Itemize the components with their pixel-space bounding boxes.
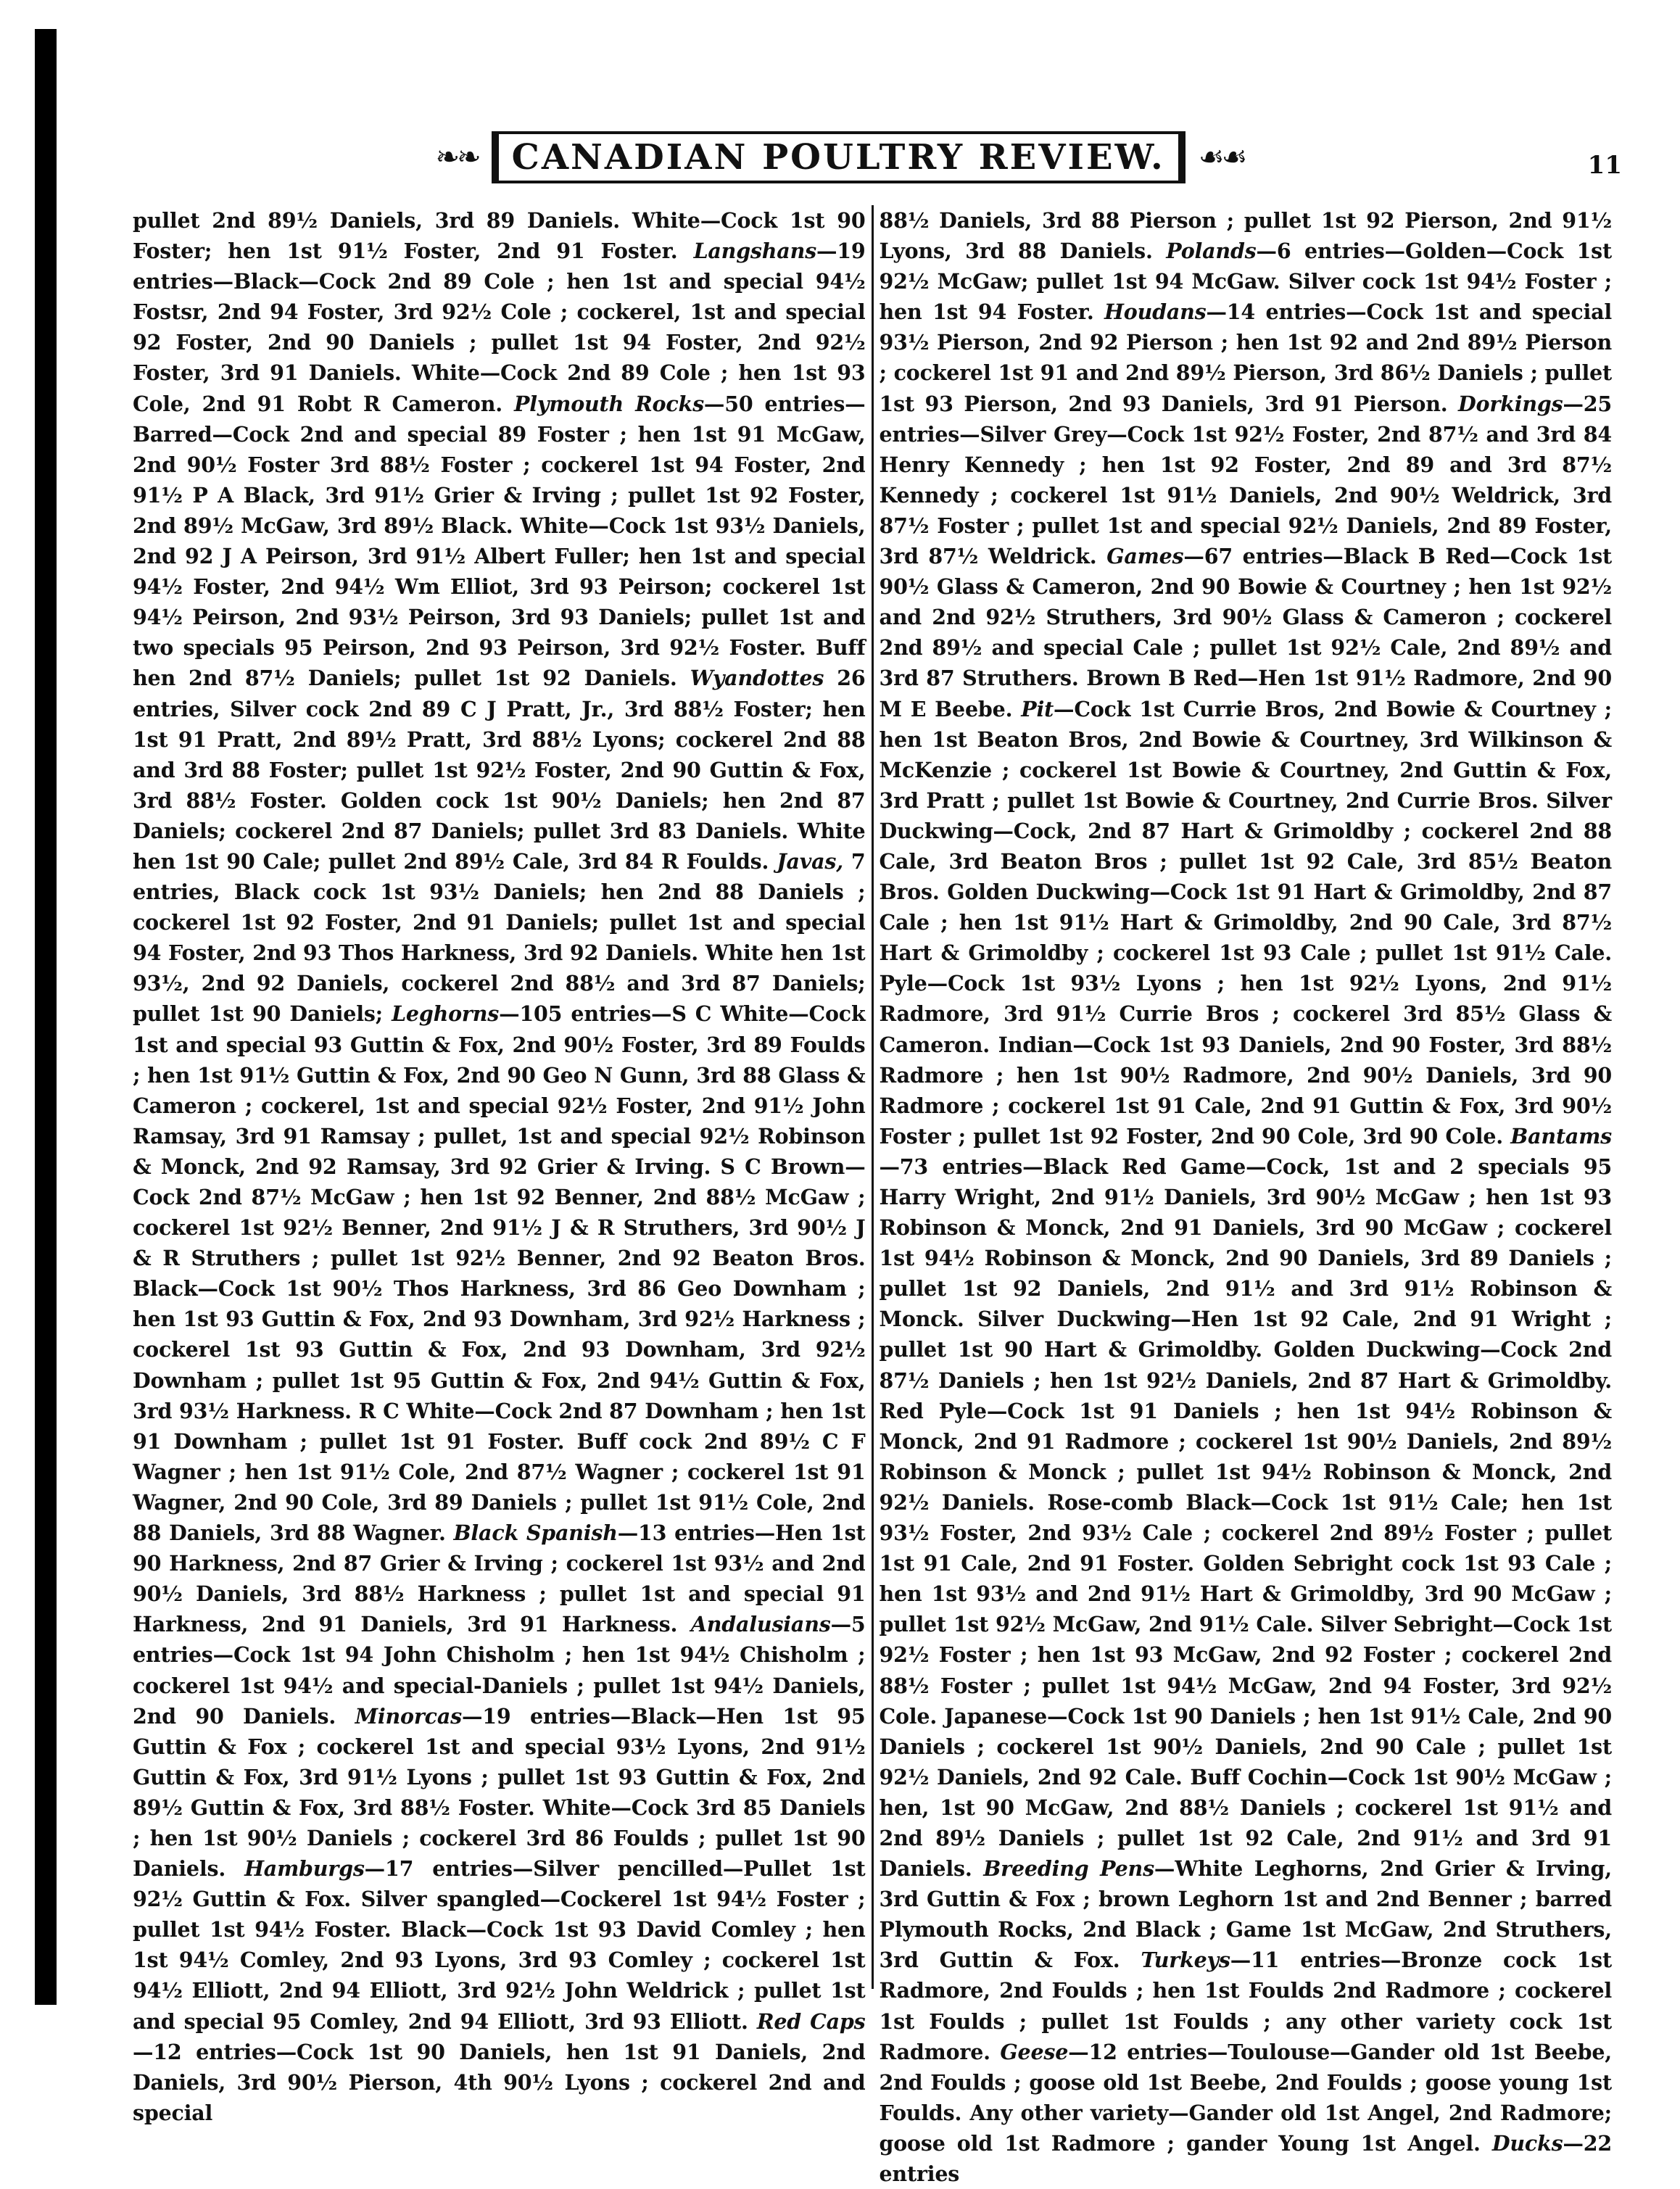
body-text: —67 entries—Black B Red—Cock 1st 90½ Glass & Cameron, 2nd 90 Bowie & Courtney ; hen 1st 92½ and 2nd 92½ Struthers, 3rd 90½ Glass & Cameron ; cockerel 2nd 89½ and special Cale ; pullet 1st 92½ Cale, 2nd 89½ and 3rd 87 Struthers. Brown B Red—Hen 1st 91½ Radmore, 2nd 90 M E Beebe. — [879, 544, 1612, 721]
body-text: —22 entries — [879, 2130, 1612, 2186]
body-text: —73 entries—Black Red Game—Cock, 1st and 2 specials 95 Harry Wright, 2nd 91½ Daniels, 3rd 90½ McGaw ; hen 1st 93 Robinson & Monck, 2nd 91 Daniels, 3rd 90 McGaw ; cockerel 1st 94½ Robinson & Monck, 2nd 90 Daniels, 3rd 89 Daniels ; pullet 1st 92 Daniels, 2nd 91½ and 3rd 91½ Robinson & Monck. Silver Duckwing—Hen 1st 92 Cale, 2nd 91 Wright ; pullet 1st 90 Hart & Grimoldby. Golden Duckwing—Cock 2nd 87½ Daniels ; hen 1st 92½ Daniels, 2nd 87 Hart & Grimoldby. Red Pyle—Cock 1st 91 Daniels ; hen 1st 94½ Robinson & Monck, 2nd 91 Radmore ; cockerel 1st 90½ Daniels, 2nd 89½ Robinson & Monck ; pullet 1st 94½ Robinson & Monck, 2nd 92½ Daniels. Rose-comb Black—Cock 1st 91½ Cale; hen 1st 93½ Foster, 2nd 93½ Cale ; cockerel 2nd 89½ Foster ; pullet 1st 91 Cale, 2nd 91 Foster. Golden Sebright cock 1st 93 Cale ; hen 1st 93½ and 2nd 91½ Hart & Grimoldby, 3rd 90 McGaw ; pullet 1st 92½ McGaw, 2nd 91½ Cale. Silver Sebright—Cock 1st 92½ Foster ; hen 1st 93 McGaw, 2nd 92 Foster ; cockerel 2nd 88½ Foster ; pullet 1st 94½ McGaw, 2nd 94 Foster, 3rd 92½ Cole. Japanese—Cock 1st 90 Daniels ; hen 1st 91½ Cale, 2nd 90 Daniels ; cockerel 1st 90½ Daniels, 2nd 90 Cale ; pullet 1st 92½ Daniels, 2nd 92 Cale. Buff Cochin—Cock 1st 90½ McGaw ; hen, 1st 90 McGaw, 2nd 88½ Daniels ; cockerel 1st 91½ and 2nd 89½ Daniels ; pullet 1st 92 Cale, 2nd 91½ and 3rd 91 Daniels. — [879, 1154, 1612, 1882]
body-text: —White Leghorns, 2nd Grier & Irving, 3rd Guttin & Fox ; brown Leghorn 1st and 2nd Benner ; barred Plymouth Rocks, 2nd Black ; Game 1st McGaw, 2nd Struthers, 3rd Guttin & Fox. — [879, 1856, 1612, 1973]
right-column — [879, 205, 1613, 2186]
body-text: 88½ Daniels, 3rd 88 Pierson ; pullet 1st 92 Pierson, 2nd 91½ Lyons, 3rd 88 Daniels. — [879, 208, 1612, 264]
breed-heading: Polands — [1166, 239, 1257, 264]
breed-heading: Andalusians — [690, 1612, 831, 1637]
column-rule — [872, 205, 874, 1989]
breed-heading: Pit — [1021, 696, 1054, 721]
breed-heading: Black Spanish — [453, 1520, 618, 1546]
ornament-left: ❧❧ — [435, 141, 479, 174]
body-text: —6 entries—Golden—Cock 1st 92½ McGaw; pullet 1st 94 McGaw. Silver cock 1st 94½ Foster ; hen 1st 94 Foster. — [879, 239, 1612, 325]
page-title: CANADIAN POULTRY REVIEW. — [492, 131, 1185, 183]
breed-heading: Geese — [1000, 2039, 1069, 2064]
breed-heading: Wyandottes — [690, 666, 824, 691]
body-text: —12 entries—Cock 1st 90 Daniels, hen 1st 91 Daniels, 2nd Daniels, 3rd 90½ Pierson, 4th 90½ Lyons ; cockerel 2nd and special — [133, 2039, 866, 2125]
breed-heading: Plymouth Rocks — [514, 391, 704, 416]
breed-heading: Houdans — [1104, 299, 1207, 325]
article-columns — [133, 205, 1613, 2186]
body-text: —5 entries—Cock 1st 94 John Chisholm ; hen 1st 94½ Chisholm ; cockerel 1st 94½ and special-Daniels ; pullet 1st 94½ Daniels, 2nd 90 Daniels. — [133, 1612, 866, 1729]
breed-heading: Javas, — [777, 848, 843, 874]
breed-heading: Minorcas — [355, 1703, 462, 1729]
breed-heading: Red Caps — [756, 2008, 866, 2034]
breed-heading: Langshans — [693, 239, 816, 264]
breed-heading: Breeding Pens — [983, 1856, 1154, 1882]
scan-edge-bar — [35, 29, 57, 2005]
body-text: —25 entries—Silver Grey—Cock 1st 92½ Foster, 2nd 87½ and 3rd 84 Henry Kennedy ; hen 1st 92 Foster, 2nd 89 and 3rd 87½ Kennedy ; cockerel 1st 91½ Daniels, 2nd 90½ Weldrick, 3rd 87½ Foster ; pullet 1st and special 92½ Daniels, 2nd 89 Foster, 3rd 87½ Weldrick. — [879, 391, 1612, 569]
breed-heading: Leghorns — [392, 1001, 500, 1027]
breed-heading: Games — [1106, 544, 1184, 569]
masthead — [0, 125, 1680, 190]
body-text: —19 entries—Black—Hen 1st 95 Guttin & Fox ; cockerel 1st and special 93½ Lyons, 2nd 91½ Guttin & Fox, 3rd 91½ Lyons ; pullet 1st 93 Guttin & Fox, 2nd 89½ Guttin & Fox, 3rd 88½ Foster. White—Cock 3rd 85 Daniels ; hen 1st 90½ Daniels ; cockerel 3rd 86 Foulds ; pullet 1st 90 Daniels. — [133, 1703, 866, 1882]
body-text: —19 entries—Black—Cock 2nd 89 Cole ; hen 1st and special 94½ Fostsr, 2nd 94 Foster, 3rd 92½ Cole ; cockerel, 1st and special 92 Foster, 2nd 90 Daniels ; pullet 1st 94 Foster, 2nd 92½ Foster, 3rd 91 Daniels. White—Cock 2nd 89 Cole ; hen 1st 93 Cole, 2nd 91 Robt R Cameron. — [133, 239, 866, 416]
body-text: —11 entries—Bronze cock 1st Radmore, 2nd Foulds ; hen 1st Foulds 2nd Radmore ; cockerel 1st Foulds ; pullet 1st Foulds ; any other variety cock 1st Radmore. — [879, 1948, 1612, 2064]
ornament-right: ☙☙ — [1198, 141, 1245, 174]
body-text: —17 entries—Silver pencilled—Pullet 1st 92½ Guttin & Fox. Silver spangled—Cockerel 1st 94½ Foster ; pullet 1st 94½ Foster. Black—Cock 1st 93 David Comley ; hen 1st 94½ Comley, 2nd 93 Lyons, 3rd 93 Comley ; cockerel 1st 94½ Elliott, 2nd 94 Elliott, 3rd 92½ John Weldrick ; pullet 1st and special 95 Comley, 2nd 94 Elliott, 3rd 93 Elliott. — [133, 1856, 866, 2034]
body-text: 26 entries, Silver cock 2nd 89 C J Pratt, Jr., 3rd 88½ Foster; hen 1st 91 Pratt, 2nd 89½ Pratt, 3rd 88½ Lyons; cockerel 2nd 88 and 3rd 88 Foster; pullet 1st 92½ Foster, 2nd 90 Guttin & Fox, 3rd 88½ Foster. Golden cock 1st 90½ Daniels; hen 2nd 87 Daniels; cockerel 2nd 87 Daniels; pullet 3rd 83 Daniels. White hen 1st 90 Cale; pullet 2nd 89½ Cale, 3rd 84 R Foulds. — [133, 666, 866, 874]
body-text: —50 entries—Barred—Cock 2nd and special 89 Foster ; hen 1st 91 McGaw, 2nd 90½ Foster 3rd 88½ Foster ; cockerel 1st 94 Foster, 2nd 91½ P A Black, 3rd 91½ Grier & Irving ; pullet 1st 92 Foster, 2nd 89½ McGaw, 3rd 89½ Black. White—Cock 1st 93½ Daniels, 2nd 92 J A Peirson, 3rd 91½ Albert Fuller; hen 1st and special 94½ Foster, 2nd 94½ Wm Elliot, 3rd 93 Peirson; cockerel 1st 94½ Peirson, 2nd 93½ Peirson, 3rd 93 Daniels; pullet 1st and two specials 95 Peirson, 2nd 93 Peirson, 3rd 92½ Foster. Buff hen 2nd 87½ Daniels; pullet 1st 92 Daniels. — [133, 391, 866, 691]
body-text: —13 entries—Hen 1st 90 Harkness, 2nd 87 Grier & Irving ; cockerel 1st 93½ and 2nd 90½ Daniels, 3rd 88½ Harkness ; pullet 1st and special 91 Harkness, 2nd 91 Daniels, 3rd 91 Harkness. — [133, 1520, 866, 1637]
left-column — [133, 205, 866, 2125]
body-text: —12 entries—Toulouse—Gander old 1st Beebe, 2nd Foulds ; goose old 1st Beebe, 2nd Foulds ; goose young 1st Foulds. Any other variety—Gander old 1st Angel, 2nd Radmore; goose old 1st Radmore ; gander Young 1st Angel. — [879, 2039, 1612, 2156]
body-text: —Cock 1st Currie Bros, 2nd Bowie & Courtney ; hen 1st Beaton Bros, 2nd Bowie & Courtney, 3rd Wilkinson & McKenzie ; cockerel 1st Bowie & Courtney, 2nd Guttin & Fox, 3rd Pratt ; pullet 1st Bowie & Courtney, 2nd Currie Bros. Silver Duckwing—Cock, 2nd 87 Hart & Grimoldby ; cockerel 2nd 88 Cale, 3rd Beaton Bros ; pullet 1st 92 Cale, 3rd 85½ Beaton Bros. Golden Duckwing—Cock 1st 91 Hart & Grimoldby, 2nd 87 Cale ; hen 1st 91½ Hart & Grimoldby, 2nd 90 Cale, 3rd 87½ Hart & Grimoldby ; cockerel 1st 93 Cale ; pullet 1st 91½ Cale. Pyle—Cock 1st 93½ Lyons ; hen 1st 92½ Lyons, 2nd 91½ Radmore, 3rd 91½ Currie Bros ; cockerel 3rd 85½ Glass & Cameron. Indian—Cock 1st 93 Daniels, 2nd 90 Foster, 3rd 88½ Radmore ; hen 1st 90½ Radmore, 2nd 90½ Daniels, 3rd 90 Radmore ; cockerel 1st 91 Cale, 2nd 91 Guttin & Fox, 3rd 90½ Foster ; pullet 1st 92 Foster, 2nd 90 Cole, 3rd 90 Cole. — [879, 696, 1612, 1149]
breed-heading: Hamburgs — [244, 1856, 365, 1882]
breed-heading: Turkeys — [1141, 1948, 1230, 1973]
body-text: —14 entries—Cock 1st and special 93½ Pierson, 2nd 92 Pierson ; hen 1st 92 and 2nd 89½ Pierson ; cockerel 1st 91 and 2nd 89½ Pierson, 3rd 86½ Daniels ; pullet 1st 93 Pierson, 2nd 93 Daniels, 3rd 91 Pierson. — [879, 299, 1613, 416]
page-number: 11 — [1587, 151, 1622, 180]
breed-heading: Bantams — [1510, 1123, 1612, 1149]
breed-heading: Ducks — [1491, 2130, 1563, 2156]
body-text: —105 entries—S C White—Cock 1st and special 93 Guttin & Fox, 2nd 90½ Foster, 3rd 89 Foulds ; hen 1st 91½ Guttin & Fox, 2nd 90 Geo N Gunn, 3rd 88 Glass & Cameron ; cockerel, 1st and special 92½ Foster, 2nd 91½ John Ramsay, 3rd 91 Ramsay ; pullet, 1st and special 92½ Robinson & Monck, 2nd 92 Ramsay, 3rd 92 Grier & Irving. S C Brown—Cock 2nd 87½ McGaw ; hen 1st 92 Benner, 2nd 88½ McGaw ; cockerel 1st 92½ Benner, 2nd 91½ J & R Struthers, 3rd 90½ J & R Struthers ; pullet 1st 92½ Benner, 2nd 92 Beaton Bros. Black—Cock 1st 90½ Thos Harkness, 3rd 86 Geo Downham ; hen 1st 93 Guttin & Fox, 2nd 93 Downham, 3rd 92½ Harkness ; cockerel 1st 93 Guttin & Fox, 2nd 93 Downham, 3rd 92½ Downham ; pullet 1st 95 Guttin & Fox, 2nd 94½ Guttin & Fox, 3rd 93½ Harkness. R C White—Cock 2nd 87 Downham ; hen 1st 91 Downham ; pullet 1st 91 Foster. Buff cock 2nd 89½ C F Wagner ; hen 1st 91½ Cole, 2nd 87½ Wagner ; cockerel 1st 91 Wagner, 2nd 90 Cole, 3rd 89 Daniels ; pullet 1st 91½ Cole, 2nd 88 Daniels, 3rd 88 Wagner. — [133, 1001, 866, 1546]
breed-heading: Dorkings — [1458, 391, 1563, 416]
body-text: pullet 2nd 89½ Daniels, 3rd 89 Daniels. White—Cock 1st 90 Foster; hen 1st 91½ Foster, 2nd 91 Foster. — [133, 208, 866, 264]
body-text: 7 entries, Black cock 1st 93½ Daniels; hen 2nd 88 Daniels ; cockerel 1st 92 Foster, 2nd 91 Daniels; pullet 1st and special 94 Foster, 2nd 93 Thos Harkness, 3rd 92 Daniels. White hen 1st 93½, 2nd 92 Daniels, cockerel 2nd 88½ and 3rd 87 Daniels; pullet 1st 90 Daniels; — [133, 848, 866, 1027]
